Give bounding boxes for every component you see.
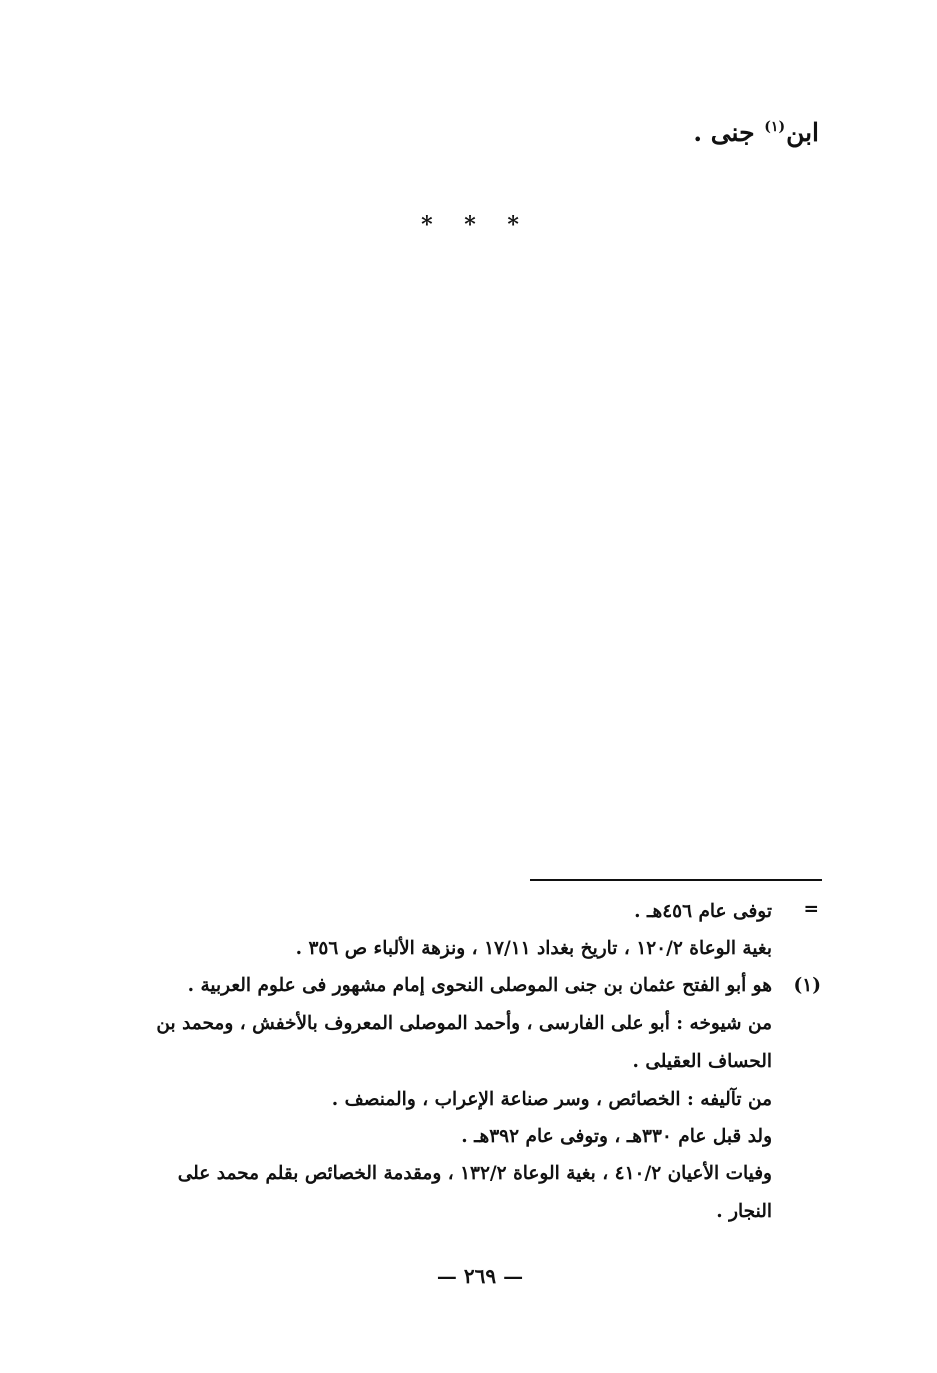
continuation-marker: =	[803, 899, 819, 920]
footnote-1-line-2: من شيوخه : أبو على الفارسى ، وأحمد الموصلى المعروف بالأخفش ، ومحمد بن	[156, 1013, 772, 1034]
heading-name-before: ابن	[786, 118, 819, 147]
footnote-1-line-5: ولد قبل عام ٣٣٠هـ ، وتوفى عام ٣٩٢هـ .	[461, 1126, 772, 1147]
section-separator: * * *	[421, 212, 531, 238]
footnote-1-line-4: من تآليفه : الخصائص ، وسر صناعة الإعراب ، والمنصف .	[331, 1089, 772, 1110]
footnote-reference[interactable]: (١)	[764, 119, 786, 135]
entry-heading	[693, 118, 819, 147]
page-number: — ٢٦٩ —	[436, 1264, 524, 1288]
continuation-line-2: بغية الوعاة ١٢٠/٢ ، تاريخ بغداد ١٧/١١ ، ونزهة الألباء ص ٣٥٦ .	[295, 938, 772, 959]
footnote-1-marker: (١)	[793, 975, 821, 996]
footnote-divider	[530, 879, 822, 881]
footnote-1-line-7: النجار .	[716, 1201, 772, 1222]
footnote-1-line-3: الحساف العقيلى .	[632, 1051, 772, 1072]
heading-name-after: جنى .	[693, 118, 755, 147]
continuation-line-1: توفى عام ٤٥٦هـ .	[634, 901, 772, 922]
footnote-1-line-1: هو أبو الفتح عثمان بن جنى الموصلى النحوى إمام مشهور فى علوم العربية .	[187, 975, 772, 996]
footnote-1-line-6: وفيات الأعيان ٤١٠/٢ ، بغية الوعاة ١٣٢/٢ ، ومقدمة الخصائص بقلم محمد على	[177, 1163, 772, 1184]
